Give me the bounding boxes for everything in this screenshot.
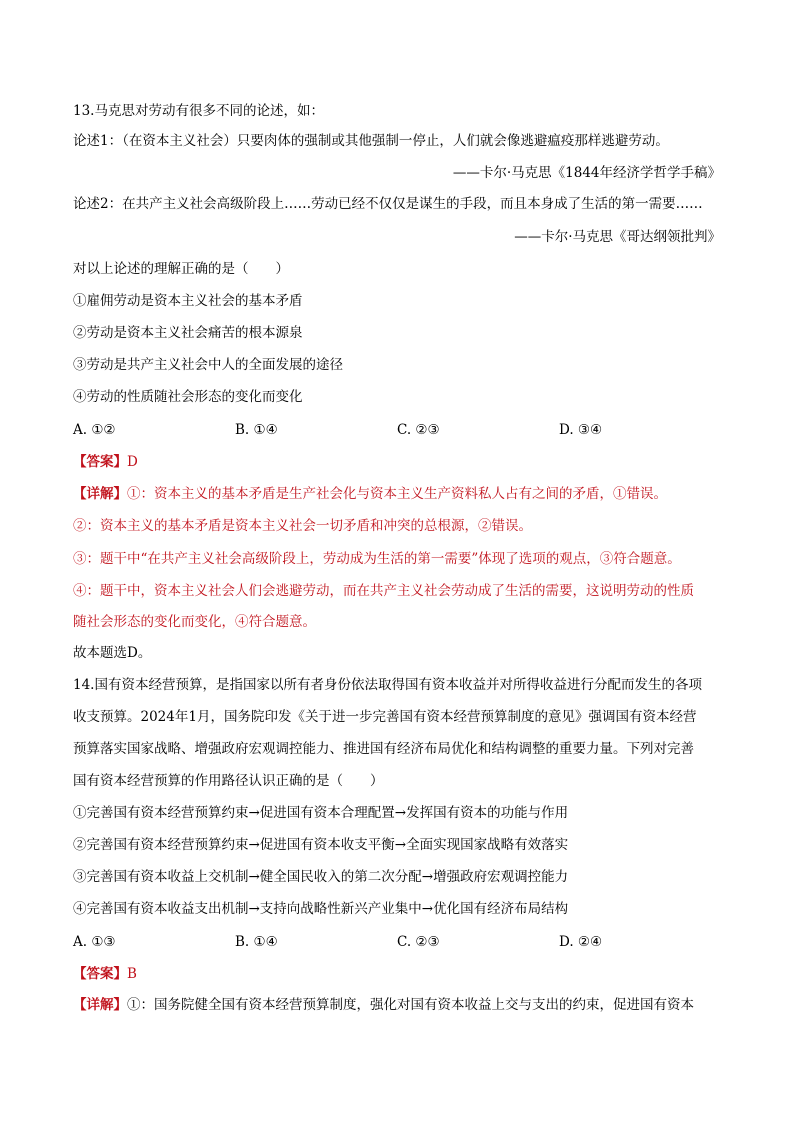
q13-quote-2: 论述2：在共产主义社会高级阶段上……劳动已经不仅仅是谋生的手段，而且本身成了生活的第一需要…… [73, 196, 703, 212]
q14-option-b: B. ①④ [235, 934, 278, 950]
q14-item-2: ②完善国有资本经营预算约束→促进国有资本收支平衡→全面实现国家战略有效落实 [73, 837, 569, 853]
q13-detail-text-1: ①：资本主义的基本矛盾是生产社会化与资本主义生产资料私人占有之间的矛盾，①错误。 [127, 486, 667, 502]
q13-quote-1: 论述1：（在资本主义社会）只要肉体的强制或其他强制一停止，人们就会像逃避瘟疫那样逃避劳动。 [73, 133, 669, 149]
q13-question: 对以上论述的理解正确的是（ ） [73, 261, 289, 277]
q13-source-2: ——卡尔·马克思《哥达纲领批判》 [514, 229, 721, 245]
q13-conclusion: 故本题选D。 [73, 645, 152, 661]
q14-detail-text-1: ①：国务院健全国有资本经营预算制度，强化对国有资本收益上交与支出的约束，促进国有资本 [127, 997, 694, 1013]
q14-detail-1 [73, 995, 723, 1015]
q14-stem-3: 预算落实国家战略、增强政府宏观调控能力、推进国有经济布局优化和结构调整的重要力量。下列对完善 [73, 741, 694, 757]
q14-answer-value: B [127, 966, 137, 982]
q13-detail-3: ③：题干中“在共产主义社会高级阶段上，劳动成为生活的第一需要”体现了选项的观点，③符合题意。 [73, 551, 681, 567]
q14-item-1: ①完善国有资本经营预算约束→促进国有资本合理配置→发挥国有资本的功能与作用 [73, 805, 569, 821]
q14-item-4: ④完善国有资本收益支出机制→支持向战略性新兴产业集中→优化国有经济布局结构 [73, 901, 569, 917]
q13-stem: 13.马克思对劳动有很多不同的论述，如： [73, 103, 324, 119]
q14-answer [73, 964, 723, 984]
q14-option-c: C. ②③ [397, 934, 440, 950]
q13-item-2: ②劳动是资本主义社会痛苦的根本源泉 [73, 325, 303, 341]
q13-option-d: D. ③④ [559, 422, 603, 438]
q13-detail-tag: 【详解】 [73, 486, 127, 502]
q14-options [73, 932, 723, 952]
q14-stem-4: 国有资本经营预算的作用路径认识正确的是（ ） [73, 773, 384, 789]
q13-answer-tag: 【答案】 [73, 454, 127, 470]
q14-detail-tag: 【详解】 [73, 997, 127, 1013]
q14-stem-2: 收支预算。2024年1月，国务院印发《关于进一步完善国有资本经营预算制度的意见》强调国有资本经营 [73, 709, 697, 725]
q13-item-3: ③劳动是共产主义社会中人的全面发展的途径 [73, 357, 343, 373]
q13-option-b: B. ①④ [235, 422, 278, 438]
q14-option-a: A. ①③ [73, 934, 116, 950]
q13-item-1: ①雇佣劳动是资本主义社会的基本矛盾 [73, 293, 303, 309]
q13-answer [73, 452, 723, 472]
q13-options [73, 420, 723, 440]
q14-answer-tag: 【答案】 [73, 966, 127, 982]
q13-option-a: A. ①② [73, 422, 116, 438]
q13-detail-1 [73, 484, 723, 504]
q13-detail-2: ②：资本主义的基本矛盾是资本主义社会一切矛盾和冲突的总根源，②错误。 [73, 518, 532, 534]
q13-detail-4: ④：题干中，资本主义社会人们会逃避劳动，而在共产主义社会劳动成了生活的需要，这说明劳动的性质 [73, 583, 694, 599]
q14-option-d: D. ②④ [559, 934, 603, 950]
q14-item-3: ③完善国有资本收益上交机制→健全国民收入的第二次分配→增强政府宏观调控能力 [73, 869, 569, 885]
q13-item-4: ④劳动的性质随社会形态的变化而变化 [73, 389, 303, 405]
q13-source-1: ——卡尔·马克思《1844年经济学哲学手稿》 [452, 165, 721, 181]
q13-answer-value: D [127, 454, 138, 470]
q13-detail-5: 随社会形态的变化而变化，④符合题意。 [73, 614, 316, 630]
q13-option-c: C. ②③ [397, 422, 440, 438]
q14-stem-1: 14.国有资本经营预算，是指国家以所有者身份依法取得国有资本收益并对所得收益进行分配而发生的各项 [73, 677, 702, 693]
